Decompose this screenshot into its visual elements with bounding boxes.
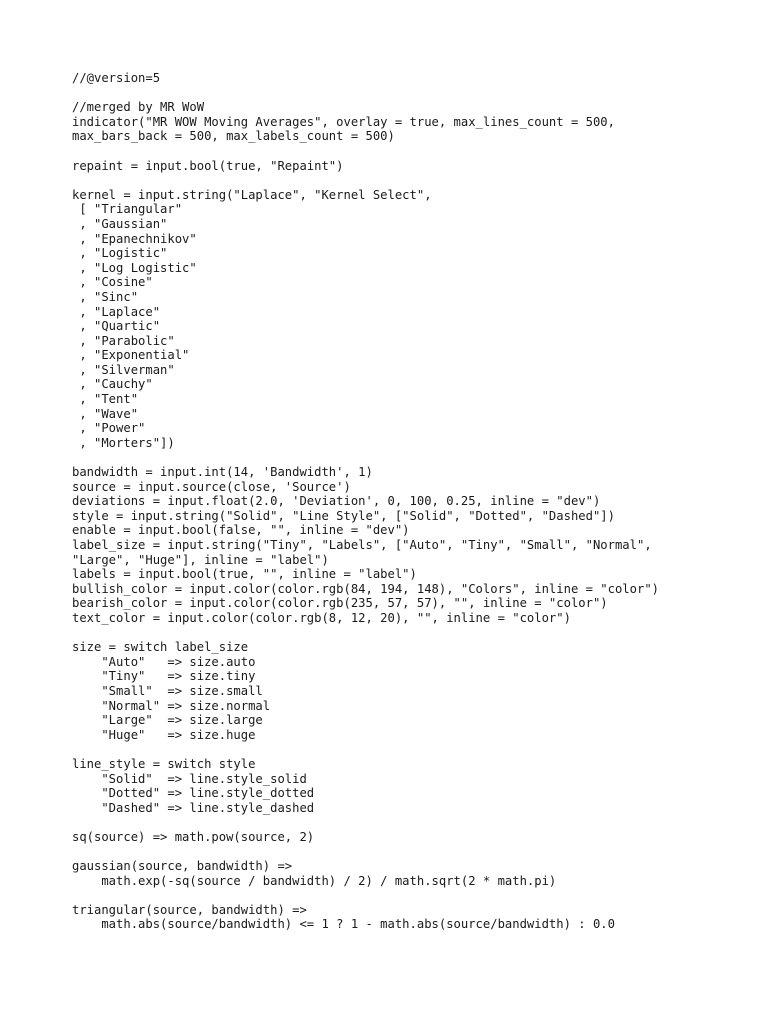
code-line	[72, 450, 762, 465]
code-block	[72, 71, 762, 932]
code-line: bearish_color = input.color(color.rgb(235, 57, 57), "", inline = "color")	[72, 596, 608, 611]
code-line: "Auto" => size.auto	[72, 654, 256, 669]
code-line: "Small" => size.small	[72, 683, 263, 698]
code-line: line_style = switch style	[72, 756, 256, 771]
code-line: , "Wave"	[72, 406, 139, 421]
code-line: "Large" => size.large	[72, 713, 263, 728]
code-line: math.exp(-sq(source / bandwidth) / 2) / math.sqrt(2 * math.pi)	[72, 873, 557, 888]
code-line: "Dashed" => line.style_dashed	[72, 800, 315, 815]
code-line: //@version=5	[72, 71, 161, 85]
code-line: , "Epanechnikov"	[72, 231, 197, 246]
code-line: enable = input.bool(false, "", inline = "dev")	[72, 523, 410, 538]
code-line	[72, 144, 762, 159]
code-line	[72, 844, 762, 859]
code-line: , "Cauchy"	[72, 377, 153, 392]
code-line: , "Parabolic"	[72, 333, 175, 348]
code-line: , "Exponential"	[72, 348, 190, 363]
code-line: triangular(source, bandwidth) =>	[72, 902, 307, 917]
code-line	[72, 86, 762, 101]
code-line: max_bars_back = 500, max_labels_count = 500)	[72, 129, 395, 144]
code-line: repaint = input.bool(true, "Repaint")	[72, 158, 344, 173]
code-line	[72, 742, 762, 757]
code-document	[72, 71, 762, 932]
code-line: , "Tent"	[72, 392, 139, 407]
code-line: size = switch label_size	[72, 640, 249, 655]
code-line: bandwidth = input.int(14, 'Bandwidth', 1)	[72, 465, 373, 480]
code-line: , "Gaussian"	[72, 216, 168, 231]
code-line: , "Logistic"	[72, 246, 168, 261]
code-line: labels = input.bool(true, "", inline = "label")	[72, 567, 417, 582]
code-line: source = input.source(close, 'Source')	[72, 479, 351, 494]
code-line: , "Laplace"	[72, 304, 161, 319]
code-line: "Normal" => size.normal	[72, 698, 271, 713]
code-line: bullish_color = input.color(color.rgb(84, 194, 148), "Colors", inline = "color")	[72, 581, 659, 596]
code-line: kernel = input.string("Laplace", "Kernel Select",	[72, 187, 432, 202]
code-line: "Large", "Huge"], inline = "label")	[72, 552, 329, 567]
code-line: gaussian(source, bandwidth) =>	[72, 859, 293, 874]
code-line: style = input.string("Solid", "Line Style", ["Solid", "Dotted", "Dashed"])	[72, 508, 615, 523]
code-line: "Tiny" => size.tiny	[72, 669, 256, 684]
code-line: //merged by MR WoW	[72, 100, 205, 115]
code-line: , "Silverman"	[72, 362, 175, 377]
code-line: [ "Triangular"	[72, 202, 183, 217]
code-line: , "Morters"])	[72, 435, 175, 450]
code-line: "Dotted" => line.style_dotted	[72, 786, 315, 801]
code-line: indicator("MR WOW Moving Averages", overlay = true, max_lines_count = 500,	[72, 114, 615, 129]
code-line: , "Log Logistic"	[72, 260, 197, 275]
code-line	[72, 888, 762, 903]
code-line: , "Sinc"	[72, 289, 139, 304]
code-line	[72, 173, 762, 188]
code-line: , "Quartic"	[72, 319, 161, 334]
code-line: deviations = input.float(2.0, 'Deviation', 0, 100, 0.25, inline = "dev")	[72, 494, 601, 509]
code-line: sq(source) => math.pow(source, 2)	[72, 829, 315, 844]
code-line: text_color = input.color(color.rgb(8, 12, 20), "", inline = "color")	[72, 610, 571, 625]
code-line: label_size = input.string("Tiny", "Labels", ["Auto", "Tiny", "Small", "Normal",	[72, 538, 652, 552]
code-line: "Huge" => size.huge	[72, 727, 256, 742]
code-line	[72, 626, 762, 641]
code-line: , "Cosine"	[72, 275, 153, 290]
code-line	[72, 815, 762, 830]
code-line: "Solid" => line.style_solid	[72, 771, 307, 786]
code-line: , "Power"	[72, 421, 146, 436]
code-line: math.abs(source/bandwidth) <= 1 ? 1 - math.abs(source/bandwidth) : 0.0	[72, 917, 615, 932]
